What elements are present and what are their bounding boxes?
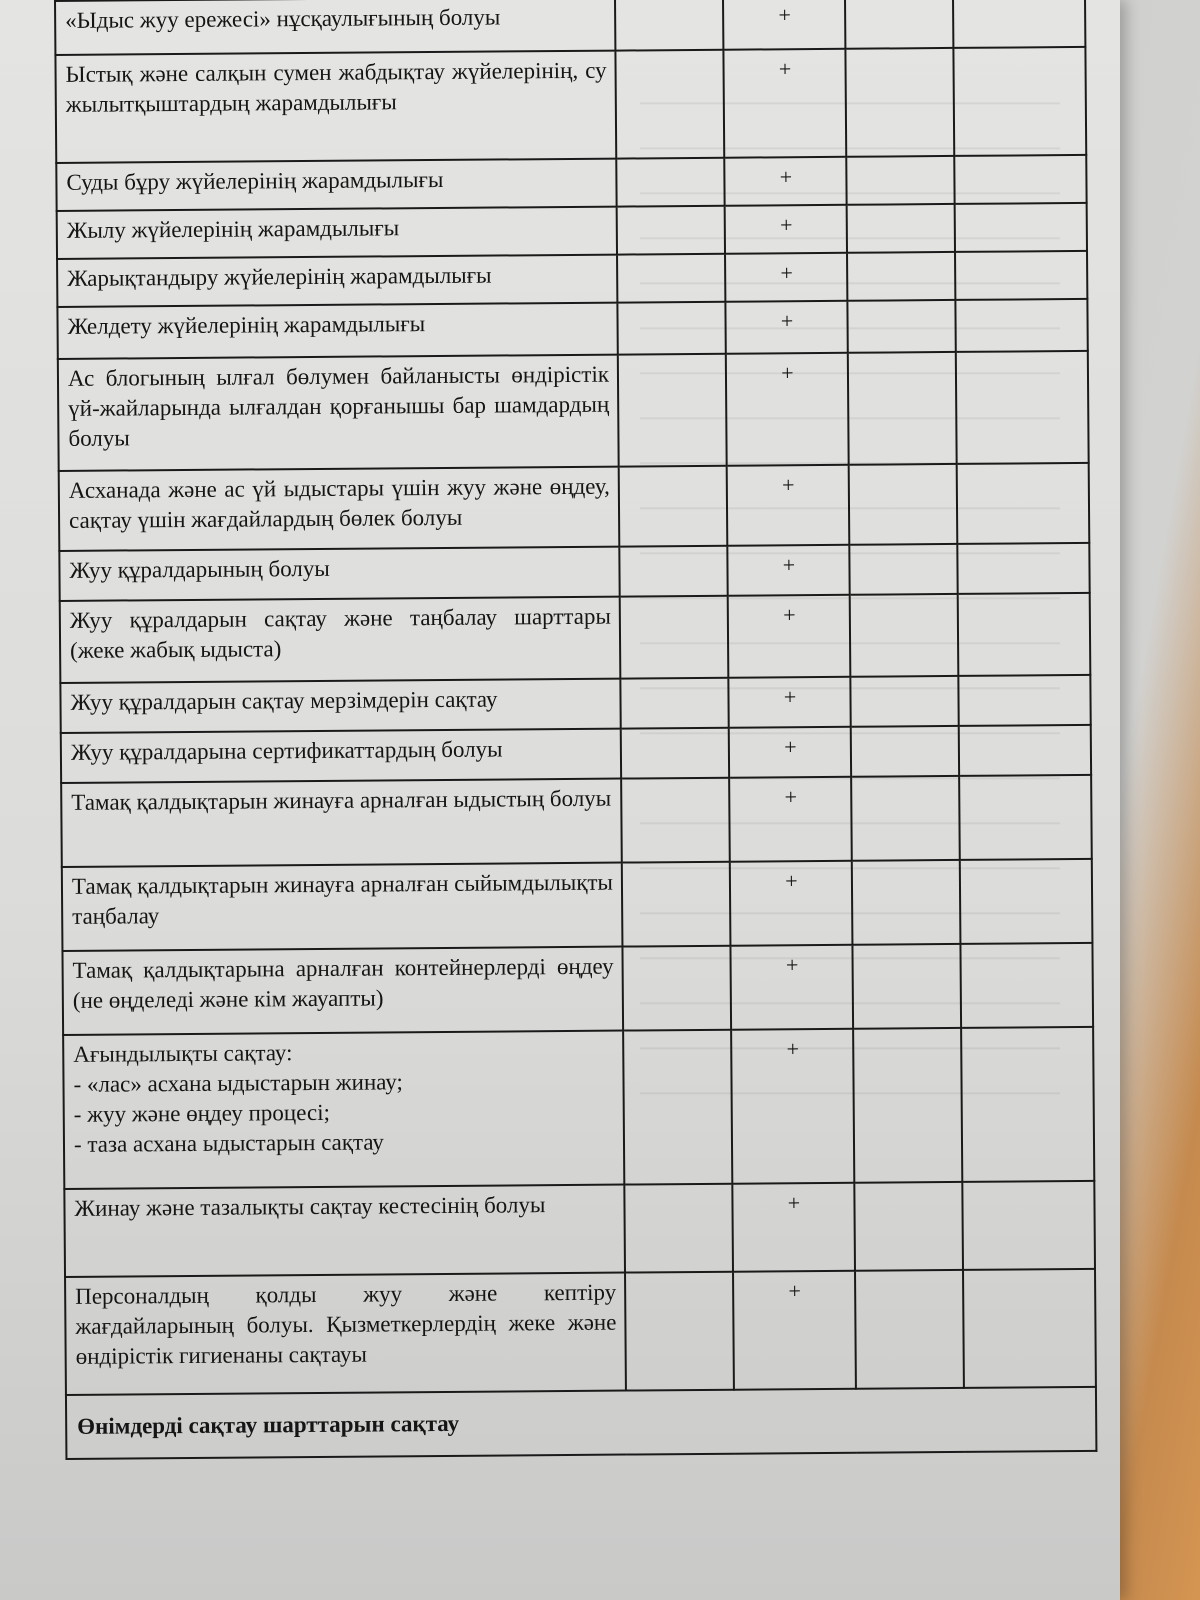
item-line: - таза асхана ыдыстарын сақтау: [73, 1129, 384, 1157]
check-mark: +: [729, 777, 852, 862]
empty-cell: [617, 206, 725, 255]
table-row: [59, 543, 1089, 601]
checklist-table-wrapper: [54, 0, 1095, 1460]
check-mark: +: [727, 545, 849, 596]
empty-cell: [617, 302, 725, 355]
table-row: [57, 203, 1087, 259]
empty-cell: [960, 859, 1093, 944]
empty-cell: [953, 0, 1085, 48]
table-row: [57, 251, 1087, 307]
empty-cell: [958, 675, 1090, 726]
item-text: Ас блогының ылғал бөлумен байланысты өндірістік үй-жайларында ылғалдан қорғанышы бар шамдардың болуы: [58, 355, 619, 471]
table-row: [61, 725, 1091, 783]
table-row: [62, 859, 1093, 951]
checklist-rows: [55, 0, 1096, 1459]
check-mark: +: [733, 1271, 856, 1390]
empty-cell: [846, 156, 954, 205]
table-row: [63, 1027, 1094, 1189]
table-row: [57, 299, 1087, 359]
check-mark: +: [727, 465, 850, 546]
empty-cell: [847, 300, 955, 353]
item-line: Ағындылықты сақтау:: [73, 1040, 293, 1067]
empty-cell: [850, 594, 959, 677]
item-text: Жуу құралдарына сертификаттардың болуы: [61, 729, 621, 783]
table-row: [58, 351, 1089, 471]
check-mark: +: [730, 945, 853, 1030]
item-text: Жарықтандыру жүйелерінің жарамдылығы: [57, 255, 617, 307]
empty-cell: [962, 1181, 1095, 1270]
check-mark: +: [732, 1183, 855, 1272]
table-row: [61, 775, 1092, 867]
check-mark: +: [728, 595, 851, 678]
empty-cell: [847, 204, 955, 253]
empty-cell: [959, 725, 1091, 776]
empty-cell: [954, 155, 1086, 204]
empty-cell: [624, 1184, 733, 1273]
empty-cell: [619, 466, 728, 547]
check-mark: +: [725, 301, 847, 354]
empty-cell: [847, 252, 955, 301]
empty-cell: [853, 1028, 962, 1183]
empty-cell: [621, 778, 730, 863]
empty-cell: [955, 203, 1087, 252]
empty-cell: [616, 158, 724, 207]
empty-cell: [851, 776, 960, 861]
section-heading: Өнімдерді сақтау шарттарын сақтау: [66, 1387, 1096, 1459]
item-text: Жылу жүйелерінің жарамдылығы: [57, 207, 617, 259]
empty-cell: [953, 47, 1086, 156]
table-row: [59, 463, 1090, 551]
item-text: Жинау және тазалықты сақтау кестесінің болуы: [64, 1185, 625, 1277]
empty-cell: [615, 50, 724, 159]
table-row: [62, 943, 1093, 1035]
item-text: Тамақ қалдықтарын жинауға арналған сыйымдылықты таңбалау: [62, 863, 623, 951]
empty-cell: [625, 1272, 734, 1391]
check-mark: +: [725, 205, 847, 254]
empty-cell: [618, 354, 727, 467]
empty-cell: [849, 464, 958, 545]
table-row: [64, 1181, 1095, 1277]
empty-cell: [620, 596, 729, 679]
check-mark: +: [730, 861, 853, 946]
section-row: [66, 1387, 1096, 1459]
empty-cell: [958, 593, 1091, 676]
item-text: Ыстық және салқын сумен жабдықтау жүйелерінің, су жылытқыштардың жарамдылығы: [55, 51, 616, 163]
item-text: Тамақ қалдықтарын жинауға арналған ыдыстың болуы: [61, 779, 622, 867]
empty-cell: [963, 1269, 1096, 1388]
check-mark: +: [731, 1029, 854, 1184]
check-mark: +: [725, 253, 847, 302]
empty-cell: [849, 544, 957, 595]
empty-cell: [619, 546, 727, 597]
empty-cell: [959, 775, 1092, 860]
empty-cell: [620, 678, 728, 729]
empty-cell: [623, 1030, 732, 1185]
item-text: Персоналдың қолды жуу және кептіру жағдайларының болуы. Қызметкерлердің жеке және өндірістік гигиенаны сақтауы: [65, 1273, 626, 1395]
table-row: [65, 1269, 1096, 1395]
check-mark: +: [723, 0, 845, 50]
empty-cell: [845, 0, 953, 49]
empty-cell: [854, 1182, 963, 1271]
check-mark: +: [726, 353, 849, 466]
empty-cell: [845, 48, 954, 157]
check-mark: +: [724, 157, 846, 206]
item-text: Тамақ қалдықтарына арналған контейнерлерді өңдеу (не өңделеді және кім жауапты): [62, 947, 623, 1035]
item-text: Жуу құралдарын сақтау және таңбалау шарттары (жеке жабық ыдыста): [60, 597, 621, 683]
item-text: Желдету жүйелерінің жарамдылығы: [57, 303, 617, 359]
empty-cell: [850, 676, 958, 727]
item-text: Асханада және ас үй ыдыстары үшін жуу және өңдеу, сақтау үшін жағдайлардың бөлек болуы: [59, 467, 620, 551]
empty-cell: [957, 463, 1090, 544]
empty-cell: [957, 543, 1089, 594]
item-text: Жуу құралдарын сақтау мерзімдерін сақтау: [60, 679, 620, 733]
empty-cell: [852, 944, 961, 1029]
check-mark: +: [729, 727, 851, 778]
checklist-table: [54, 0, 1097, 1460]
empty-cell: [621, 728, 729, 779]
item-text: Жуу құралдарының болуы: [59, 547, 619, 601]
table-row: [60, 593, 1091, 683]
empty-cell: [961, 1027, 1094, 1182]
table-row: [60, 675, 1090, 733]
table-row: [55, 47, 1086, 163]
empty-cell: [955, 251, 1087, 300]
empty-cell: [852, 860, 961, 945]
table-row: [55, 0, 1085, 55]
empty-cell: [615, 0, 723, 51]
empty-cell: [955, 299, 1087, 352]
empty-cell: [622, 946, 731, 1031]
empty-cell: [956, 351, 1089, 464]
check-mark: +: [728, 677, 850, 728]
empty-cell: [622, 862, 731, 947]
empty-cell: [960, 943, 1093, 1028]
item-text: Суды бұру жүйелерінің жарамдылығы: [56, 159, 616, 211]
item-line: - «лас» асхана ыдыстарын жинау;: [73, 1069, 403, 1097]
check-mark: +: [723, 49, 846, 158]
item-text: [63, 1031, 624, 1189]
empty-cell: [848, 352, 957, 465]
item-text: «Ыдыс жуу ережесі» нұсқаулығының болуы: [55, 0, 615, 55]
empty-cell: [851, 726, 959, 777]
empty-cell: [855, 1270, 964, 1389]
empty-cell: [617, 254, 725, 303]
item-line: - жуу және өңдеу процесі;: [73, 1099, 331, 1127]
table-row: [56, 155, 1086, 211]
